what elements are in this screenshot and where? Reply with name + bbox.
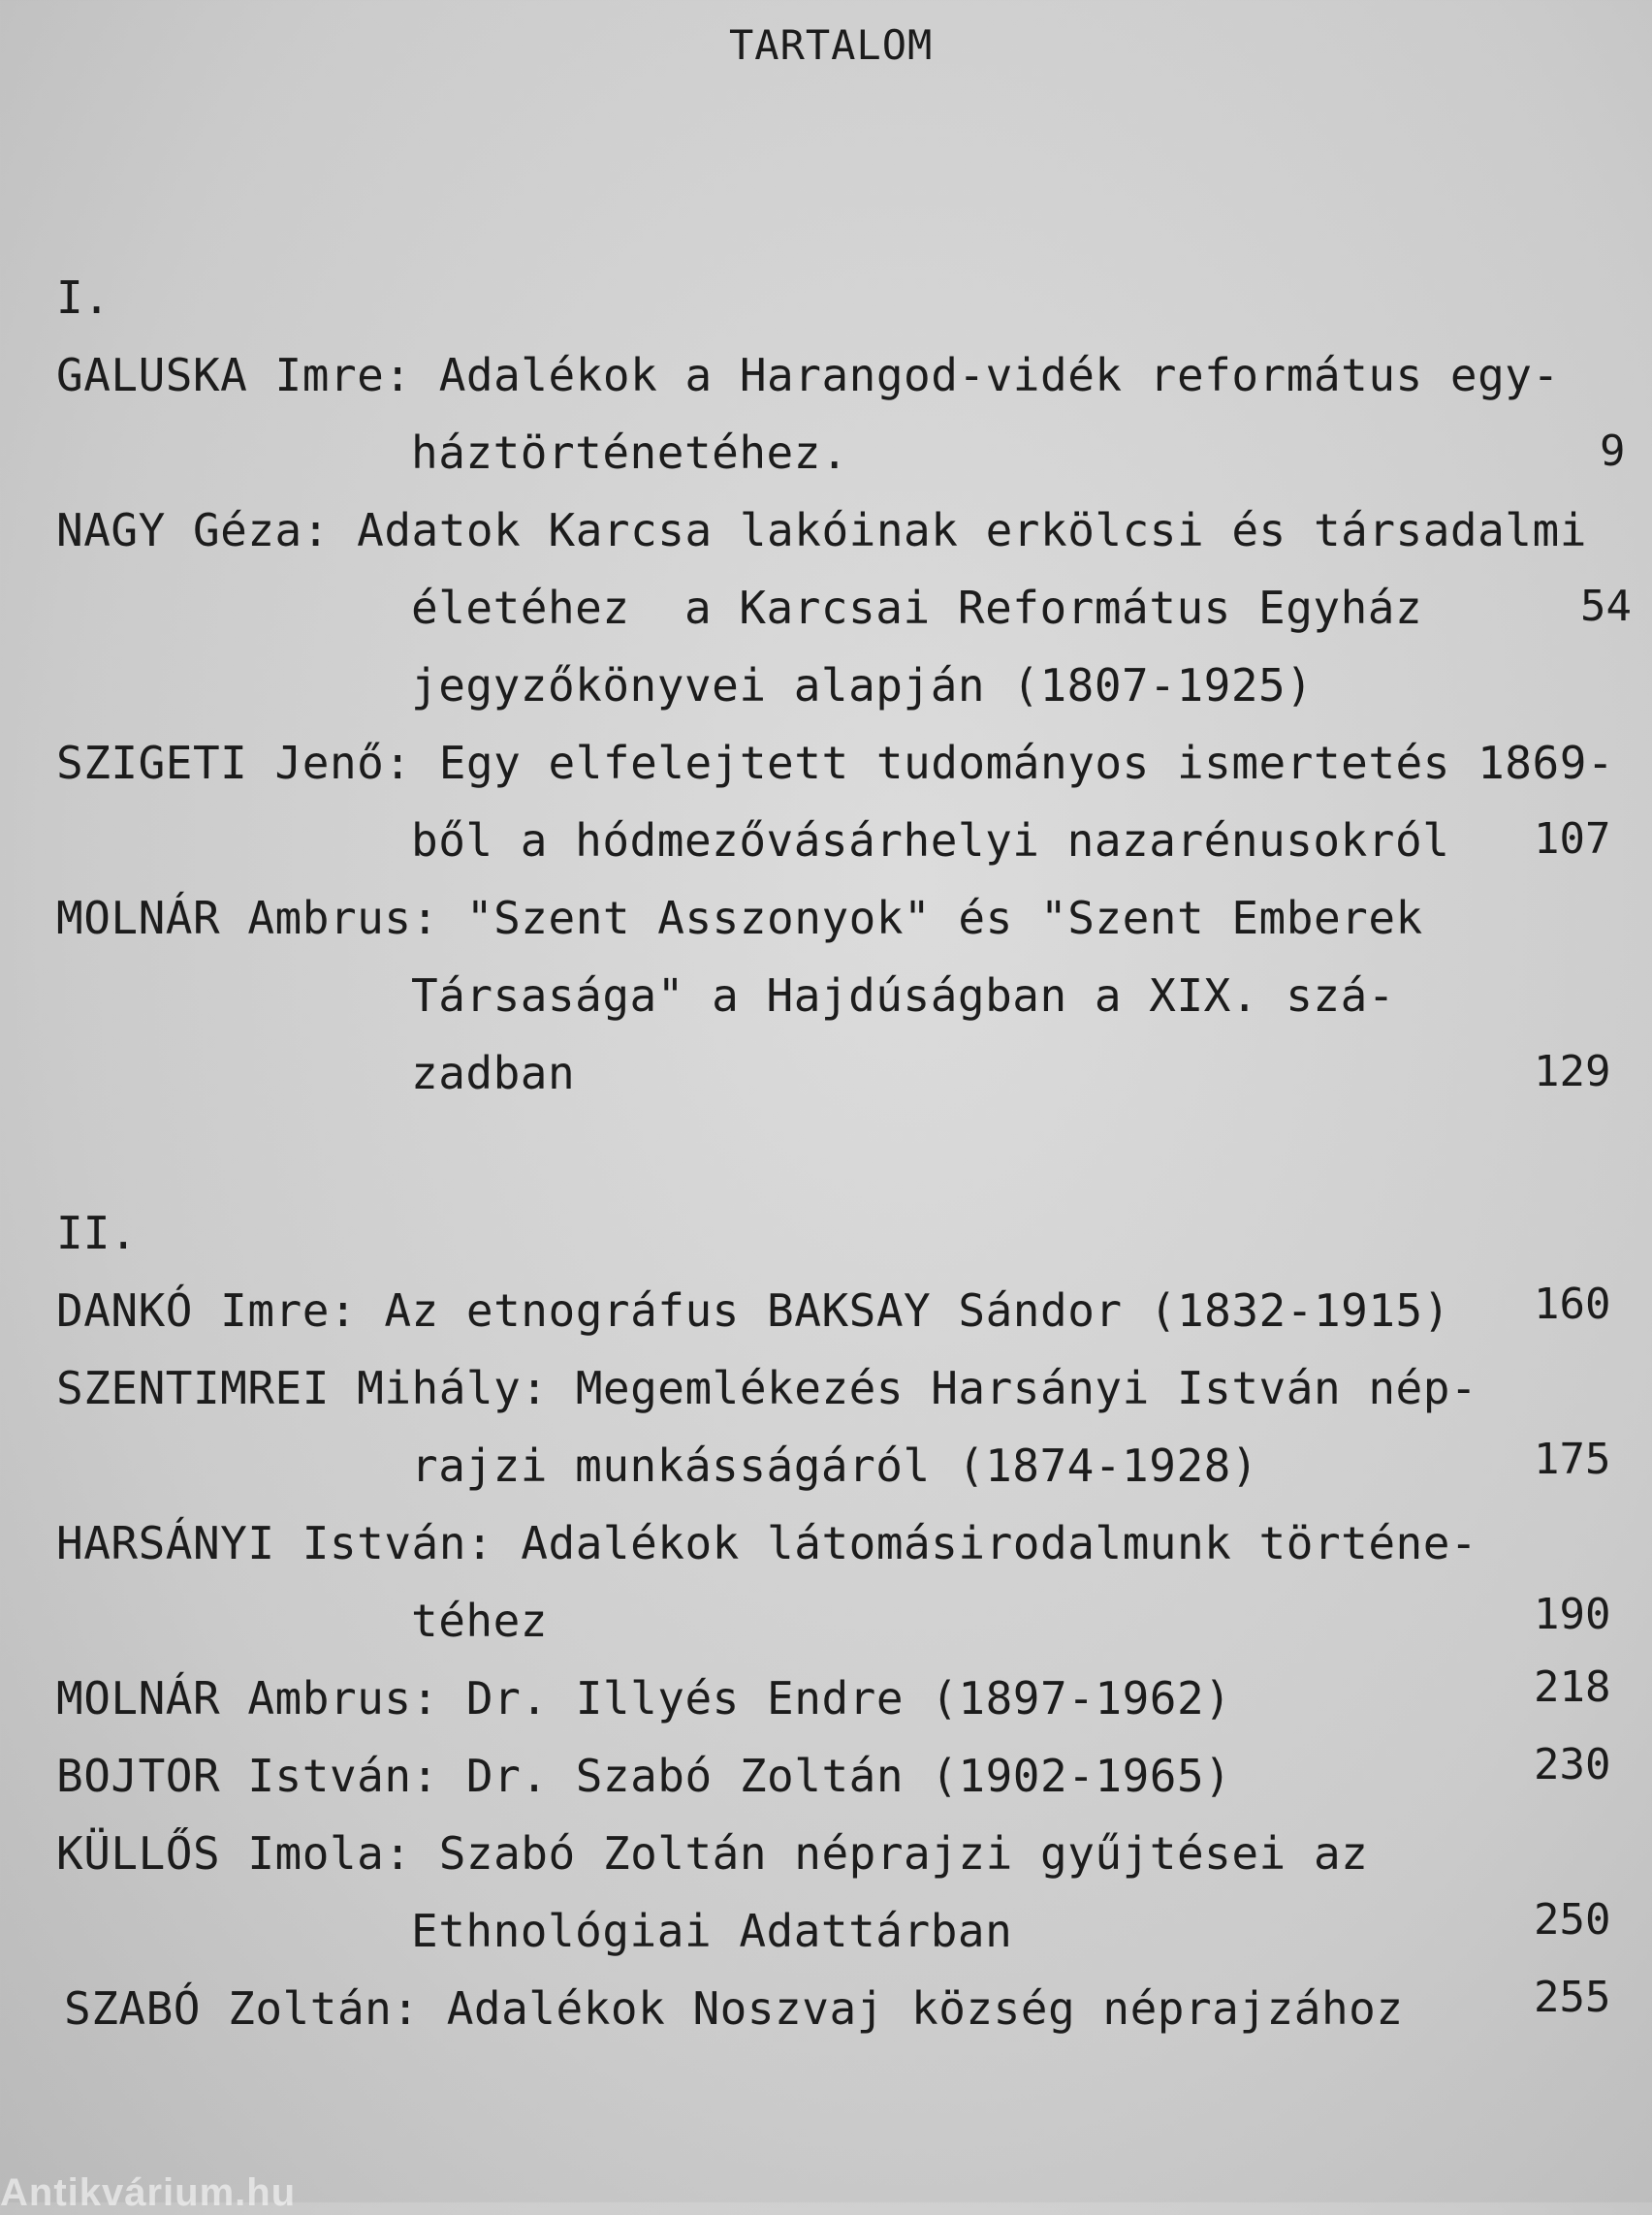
page-number: 255 [1534, 1973, 1611, 2022]
entry-line: SZENTIMREI Mihály: Megemlékezés Harsányi István nép- [56, 1362, 1478, 1414]
section-label: I. [56, 271, 111, 324]
entry-line: Társasága" a Hajdúságban a XIX. szá- [411, 969, 1395, 1022]
entry-line: SZABÓ Zoltán: Adalékok Noszvaj község néprajzához [64, 1982, 1404, 2035]
entry-line: HARSÁNYI István: Adalékok látomásirodalmunk történe- [56, 1517, 1478, 1569]
entry-line: életéhez a Karcsai Református Egyház [411, 582, 1423, 634]
page-number: 250 [1534, 1895, 1611, 1945]
watermark-text: Antikvárium.hu [0, 2171, 297, 2214]
page-number: 9 [1600, 427, 1626, 476]
entry-line: ből a hódmezővásárhelyi nazarénusokról [411, 814, 1450, 867]
entry-line: zadban [411, 1047, 576, 1099]
page-number: 175 [1534, 1435, 1611, 1484]
entry-line: rajzi munkásságáról (1874-1928) [411, 1440, 1259, 1492]
entry-line: NAGY Géza: Adatok Karcsa lakóinak erkölcsi és társadalmi [56, 504, 1587, 556]
entry-line: GALUSKA Imre: Adalékok a Harangod-vidék református egy- [56, 349, 1560, 401]
entry-line: MOLNÁR Ambrus: Dr. Illyés Endre (1897-1962) [56, 1672, 1232, 1725]
section-label: II. [56, 1207, 138, 1259]
entry-line: KÜLLŐS Imola: Szabó Zoltán néprajzi gyűjtései az [56, 1827, 1369, 1880]
entry-line: jegyzőkönyvei alapján (1807-1925) [411, 659, 1314, 712]
page-number: 190 [1534, 1590, 1611, 1639]
entry-line: BOJTOR István: Dr. Szabó Zoltán (1902-1965) [56, 1750, 1232, 1802]
page-number: 129 [1534, 1047, 1611, 1096]
entry-line: DANKÓ Imre: Az etnográfus BAKSAY Sándor (1832-1915) [56, 1284, 1450, 1337]
entry-line: téhez [411, 1595, 548, 1647]
entry-line: MOLNÁR Ambrus: "Szent Asszonyok" és "Szent Emberek [56, 892, 1423, 944]
page-title: TARTALOM [729, 21, 934, 69]
page-number: 160 [1534, 1280, 1611, 1329]
entry-line: Ethnológiai Adattárban [411, 1905, 1013, 1957]
page-number: 230 [1534, 1740, 1611, 1789]
page-number: 54 [1580, 582, 1632, 631]
entry-line: háztörténetéhez. [411, 427, 849, 479]
page-number: 218 [1534, 1662, 1611, 1712]
entry-line: SZIGETI Jenő: Egy elfelejtett tudományos ismertetés 1869- [56, 737, 1615, 789]
page-number: 107 [1534, 814, 1611, 864]
